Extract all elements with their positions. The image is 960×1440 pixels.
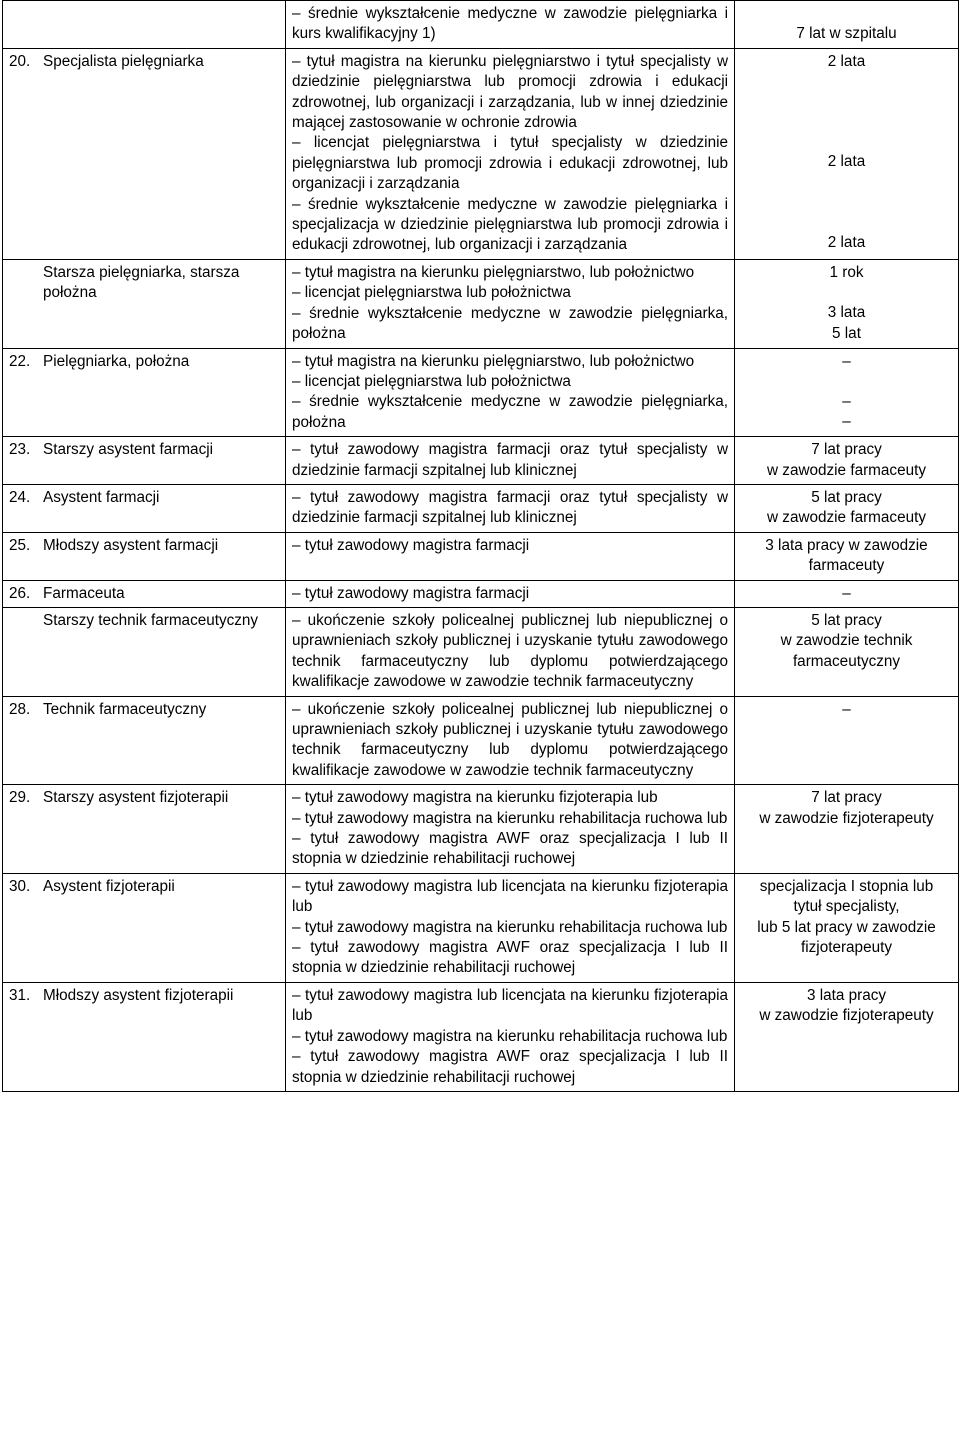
requirement-line: – tytuł magistra na kierunku pielęgniarstwo, lub położnictwo bbox=[292, 352, 695, 370]
position-name: Młodszy asystent farmacji bbox=[43, 536, 219, 554]
position-name: Starszy asystent farmacji bbox=[43, 441, 214, 459]
requirement-line: – tytuł zawodowy magistra farmacji oraz tytuł specjalisty w dziedzinie farmacji szpitalnej lub klinicznej bbox=[292, 488, 728, 527]
table-row bbox=[3, 982, 959, 1091]
requirements-cell bbox=[286, 1, 735, 49]
requirements-cell bbox=[286, 259, 735, 348]
position-cell bbox=[3, 982, 286, 1091]
row-number: 24. bbox=[9, 488, 31, 506]
table-row bbox=[3, 1, 959, 49]
requirements-cell bbox=[286, 873, 735, 982]
position-cell bbox=[3, 1, 286, 49]
requirement-line: – tytuł zawodowy magistra farmacji bbox=[292, 536, 530, 554]
position-cell bbox=[3, 48, 286, 259]
requirement-line: – licencjat pielęgniarstwa i tytuł specjalisty w dziedzinie pielęgniarstwa lub promocji zdrowia i edukacji zdrowotnej, lub organizacji i zarządzania bbox=[292, 134, 728, 193]
position-cell bbox=[3, 873, 286, 982]
position-cell bbox=[3, 484, 286, 532]
experience-line: specjalizacja I stopnia lub bbox=[759, 877, 934, 895]
table-row bbox=[3, 348, 959, 437]
requirement-line: – ukończenie szkoły policealnej publicznej lub niepublicznej o uprawnieniach szkoły publicznej i uzyskanie tytułu zawodowego technik farmaceutyczny lub dyplomu potwierdzającego kwalifikacje zawodowe w zawodzie technik farmaceutyczny bbox=[292, 611, 728, 691]
requirement-line: – licencjat pielęgniarstwa lub położnictwa bbox=[292, 372, 571, 390]
position-name: Starszy technik farmaceutyczny bbox=[43, 611, 259, 629]
requirement-line: – licencjat pielęgniarstwa lub położnictwa bbox=[292, 284, 571, 302]
row-number: 31. bbox=[9, 986, 31, 1004]
experience-line: w zawodzie fizjoterapeuty bbox=[759, 809, 934, 827]
position-name: Technik farmaceutyczny bbox=[43, 700, 207, 718]
experience-line: – bbox=[842, 700, 851, 718]
requirements-cell bbox=[286, 48, 735, 259]
experience-line: 5 lat pracy bbox=[811, 611, 882, 629]
requirement-line: – tytuł zawodowy magistra farmacji oraz tytuł specjalisty w dziedzinie farmacji szpitalnej lub klinicznej bbox=[292, 441, 728, 479]
experience-line: lub 5 lat pracy w zawodzie bbox=[757, 918, 936, 936]
qualification-table bbox=[2, 0, 959, 1092]
experience-line: – bbox=[842, 584, 851, 602]
position-name: Pielęgniarka, położna bbox=[43, 352, 190, 370]
experience-line: 3 lata pracy w zawodzie farmaceuty bbox=[765, 536, 928, 575]
requirement-line: – tytuł zawodowy magistra AWF oraz specjalizacja I lub II stopnia w dziedzinie rehabilitacji ruchowej bbox=[292, 1048, 728, 1086]
row-number: 28. bbox=[9, 700, 31, 718]
position-cell bbox=[3, 532, 286, 580]
experience-line: 3 lata bbox=[827, 304, 866, 322]
requirements-cell bbox=[286, 580, 735, 607]
table-row bbox=[3, 785, 959, 874]
position-name: Asystent farmacji bbox=[43, 488, 160, 506]
experience-line: 7 lat w szpitalu bbox=[796, 25, 897, 43]
table-row bbox=[3, 580, 959, 607]
row-number: 29. bbox=[9, 789, 31, 807]
requirements-cell bbox=[286, 982, 735, 1091]
position-name: Starsza pielęgniarka, starsza położna bbox=[43, 263, 240, 302]
position-cell bbox=[3, 607, 286, 696]
experience-line: 1 rok bbox=[829, 263, 864, 281]
table-row bbox=[3, 259, 959, 348]
row-number: 25. bbox=[9, 536, 31, 554]
requirement-line: – tytuł zawodowy magistra na kierunku fizjoterapia lub bbox=[292, 789, 658, 807]
table-row bbox=[3, 532, 959, 580]
position-cell bbox=[3, 348, 286, 437]
requirement-line: – tytuł zawodowy magistra lub licencjata na kierunku fizjoterapia lub bbox=[292, 986, 728, 1025]
experience-line: w zawodzie fizjoterapeuty bbox=[759, 1007, 934, 1025]
table-row bbox=[3, 484, 959, 532]
requirement-line: – tytuł zawodowy magistra na kierunku rehabilitacja ruchowa lub bbox=[292, 918, 728, 936]
experience-cell bbox=[735, 873, 959, 982]
requirement-line: – tytuł zawodowy magistra na kierunku rehabilitacja ruchowa lub bbox=[292, 809, 728, 827]
position-name: Młodszy asystent fizjoterapii bbox=[43, 986, 234, 1004]
requirement-line: – tytuł zawodowy magistra lub licencjata na kierunku fizjoterapia lub bbox=[292, 877, 728, 916]
requirement-line: – tytuł magistra na kierunku pielęgniarstwo, lub położnictwo bbox=[292, 263, 695, 281]
experience-line: 5 lat bbox=[832, 324, 861, 342]
position-cell bbox=[3, 785, 286, 874]
experience-cell bbox=[735, 484, 959, 532]
table-row bbox=[3, 873, 959, 982]
table-row bbox=[3, 437, 959, 485]
experience-line: fizjoterapeuty bbox=[801, 939, 892, 957]
requirements-cell bbox=[286, 348, 735, 437]
experience-line: 2 lata bbox=[827, 153, 866, 171]
position-name: Asystent fizjoterapii bbox=[43, 877, 175, 895]
experience-line: 7 lat pracy bbox=[811, 789, 882, 807]
requirement-line: – tytuł magistra na kierunku pielęgniarstwo i tytuł specjalisty w dziedzinie pielęgniarstwa lub promocji zdrowia i edukacji zdrowotnej, lub organizacji i zarządzania, lub w innej dziedzinie mającej zastosowanie w ochronie zdrowia bbox=[292, 52, 728, 132]
requirements-cell bbox=[286, 696, 735, 785]
experience-line: w zawodzie technik bbox=[780, 632, 913, 650]
requirement-line: – średnie wykształcenie medyczne w zawodzie pielęgniarka, położna bbox=[292, 393, 728, 431]
experience-line: – bbox=[842, 392, 851, 410]
requirements-cell bbox=[286, 484, 735, 532]
experience-line: – bbox=[842, 352, 851, 370]
row-number bbox=[9, 263, 43, 283]
experience-line: – bbox=[842, 413, 851, 431]
position-name: Starszy asystent fizjoterapii bbox=[43, 789, 229, 807]
experience-cell bbox=[735, 348, 959, 437]
requirement-line: – średnie wykształcenie medyczne w zawodzie pielęgniarka, położna bbox=[292, 304, 728, 343]
experience-cell bbox=[735, 259, 959, 348]
row-number: 26. bbox=[9, 584, 31, 602]
requirement-line: – ukończenie szkoły policealnej publicznej lub niepublicznej o uprawnieniach szkoły publicznej i uzyskanie tytułu zawodowego technik farmaceutyczny lub dyplomu potwierdzającego kwalifikacje zawodowe w zawodzie technik farmaceutyczny bbox=[292, 700, 728, 779]
requirement-line: – tytuł zawodowy magistra AWF oraz specjalizacja I lub II stopnia w dziedzinie rehabilitacji ruchowej bbox=[292, 939, 728, 977]
requirement-line: – średnie wykształcenie medyczne w zawodzie pielęgniarka i kurs kwalifikacyjny 1) bbox=[292, 5, 728, 43]
experience-line: 2 lata bbox=[827, 52, 866, 70]
table-row bbox=[3, 696, 959, 785]
table-row bbox=[3, 48, 959, 259]
position-cell bbox=[3, 696, 286, 785]
position-cell bbox=[3, 437, 286, 485]
position-name: Farmaceuta bbox=[43, 584, 125, 602]
requirement-line: – tytuł zawodowy magistra farmacji bbox=[292, 584, 530, 602]
experience-line: w zawodzie farmaceuty bbox=[767, 509, 926, 527]
experience-line: w zawodzie farmaceuty bbox=[767, 461, 926, 479]
requirement-line: – tytuł zawodowy magistra na kierunku rehabilitacja ruchowa lub bbox=[292, 1027, 728, 1045]
experience-cell bbox=[735, 982, 959, 1091]
position-cell bbox=[3, 259, 286, 348]
row-number: 30. bbox=[9, 877, 31, 895]
row-number bbox=[9, 611, 43, 631]
experience-line: 2 lata bbox=[827, 233, 866, 251]
requirements-cell bbox=[286, 785, 735, 874]
experience-cell bbox=[735, 437, 959, 485]
experience-line: tytuł specjalisty, bbox=[793, 898, 900, 916]
requirement-line: – średnie wykształcenie medyczne w zawodzie pielęgniarka i specjalizacja w dziedzinie pielęgniarstwa lub promocji zdrowia i edukacji zdrowotnej, lub organizacji i zarządzania bbox=[292, 195, 728, 254]
table-row bbox=[3, 607, 959, 696]
experience-line: 7 lat pracy bbox=[811, 441, 882, 459]
experience-line: 3 lata pracy bbox=[806, 986, 887, 1004]
position-name: Specjalista pielęgniarka bbox=[43, 52, 204, 70]
requirements-cell bbox=[286, 437, 735, 485]
requirements-cell bbox=[286, 607, 735, 696]
row-number: 20. bbox=[9, 52, 31, 70]
experience-cell bbox=[735, 607, 959, 696]
row-number: 23. bbox=[9, 441, 31, 459]
experience-cell bbox=[735, 1, 959, 49]
experience-cell bbox=[735, 785, 959, 874]
experience-cell bbox=[735, 48, 959, 259]
experience-cell bbox=[735, 532, 959, 580]
requirements-cell bbox=[286, 532, 735, 580]
experience-line: farmaceutyczny bbox=[792, 652, 901, 670]
requirement-line: – tytuł zawodowy magistra AWF oraz specjalizacja I lub II stopnia w dziedzinie rehabilitacji ruchowej bbox=[292, 830, 728, 868]
experience-cell bbox=[735, 696, 959, 785]
position-cell bbox=[3, 580, 286, 607]
experience-line: 5 lat pracy bbox=[811, 488, 882, 506]
experience-cell bbox=[735, 580, 959, 607]
row-number: 22. bbox=[9, 352, 31, 370]
